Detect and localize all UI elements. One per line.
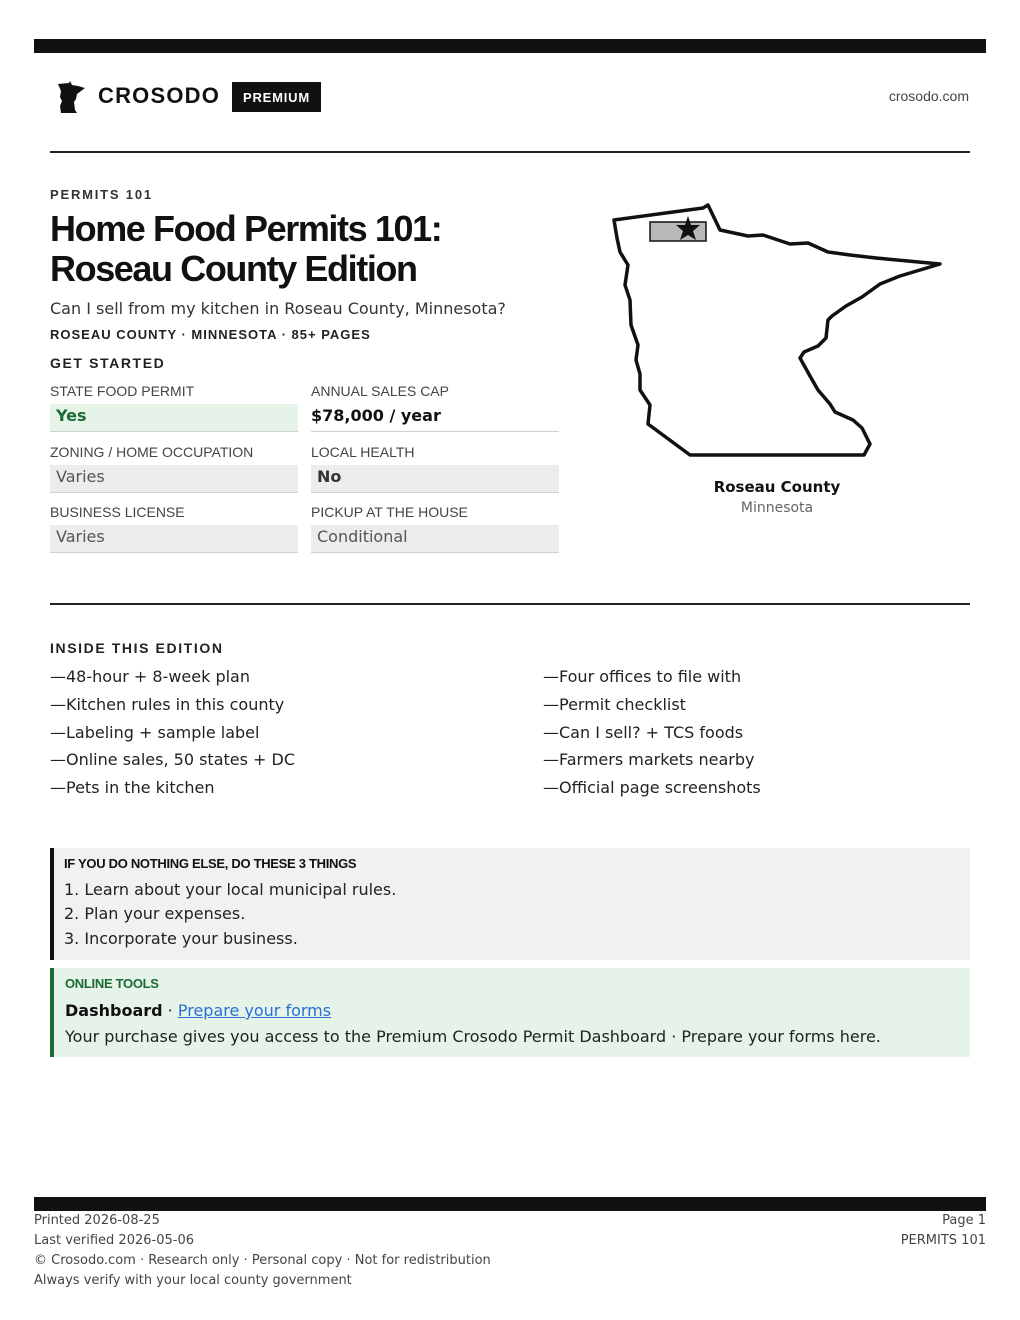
business-license-cell bbox=[50, 502, 298, 553]
state-map bbox=[605, 197, 950, 465]
inside-label: INSIDE THIS EDITION bbox=[50, 640, 224, 656]
list-item: 2. Plan your expenses. bbox=[64, 904, 246, 923]
cell-label: BUSINESS LICENSE bbox=[50, 504, 185, 520]
status-badge: No bbox=[311, 465, 559, 493]
map-state-name: Minnesota bbox=[740, 500, 814, 516]
site-url[interactable]: crosodo.com bbox=[888, 88, 969, 104]
local-health-cell bbox=[311, 442, 559, 493]
cell-label: ANNUAL SALES CAP bbox=[311, 383, 449, 399]
status-badge: Varies bbox=[50, 465, 298, 493]
page-subtitle: Can I sell from my kitchen in Roseau County, Minnesota? bbox=[50, 299, 506, 318]
three-things-callout bbox=[50, 848, 970, 960]
dashboard-title: Dashboard bbox=[65, 1001, 163, 1020]
cell-label: STATE FOOD PERMIT bbox=[50, 383, 195, 399]
list-item: —Labeling + sample label bbox=[50, 723, 260, 742]
page-number: Page 1 bbox=[942, 1213, 986, 1228]
edition-meta: ROSEAU COUNTY · MINNESOTA · 85+ PAGES bbox=[50, 327, 371, 342]
premium-badge: PREMIUM bbox=[232, 82, 321, 112]
pickup-cell bbox=[311, 502, 559, 553]
separator: · bbox=[162, 1001, 178, 1020]
list-item: —Farmers markets nearby bbox=[543, 750, 755, 769]
cell-label: ZONING / HOME OCCUPATION bbox=[50, 444, 254, 460]
minnesota-outline bbox=[614, 205, 940, 455]
verify-disclaimer: Always verify with your local county government bbox=[34, 1273, 352, 1288]
header-divider bbox=[50, 151, 970, 153]
top-rule-bar bbox=[34, 39, 986, 53]
footer-section: PERMITS 101 bbox=[900, 1233, 986, 1248]
tools-heading: ONLINE TOOLS bbox=[65, 976, 159, 991]
footer-rule-bar bbox=[34, 1197, 986, 1211]
section-kicker: PERMITS 101 bbox=[50, 187, 153, 202]
status-badge: Yes bbox=[50, 404, 298, 432]
section-divider bbox=[50, 603, 970, 605]
page-title: Home Food Permits 101: Roseau County Edition bbox=[50, 208, 442, 289]
annual-sales-cap-cell bbox=[311, 381, 559, 432]
status-badge: Varies bbox=[50, 525, 298, 553]
county-highlight bbox=[650, 222, 706, 241]
tools-description: Your purchase gives you access to the Premium Crosodo Permit Dashboard · Prepare your forms here. bbox=[65, 1027, 881, 1046]
online-tools-panel bbox=[50, 968, 970, 1057]
callout-heading: IF YOU DO NOTHING ELSE, DO THESE 3 THINGS bbox=[64, 856, 357, 871]
minnesota-state-silhouette-icon bbox=[55, 80, 87, 114]
verified-date: Last verified 2026-05-06 bbox=[34, 1233, 194, 1248]
sales-cap-value: $78,000 / year bbox=[311, 404, 559, 432]
list-item: —Can I sell? + TCS foods bbox=[543, 723, 744, 742]
status-badge: Conditional bbox=[311, 525, 559, 553]
list-item: —Online sales, 50 states + DC bbox=[50, 750, 296, 769]
prepare-forms-link[interactable]: Prepare your forms bbox=[177, 1001, 332, 1020]
cell-label: LOCAL HEALTH bbox=[311, 444, 415, 460]
printed-date: Printed 2026-08-25 bbox=[34, 1213, 160, 1228]
list-item: 1. Learn about your local municipal rules. bbox=[64, 880, 397, 899]
list-item: —Permit checklist bbox=[543, 695, 686, 714]
cell-label: PICKUP AT THE HOUSE bbox=[311, 504, 468, 520]
brand-name[interactable]: CROSODO bbox=[98, 83, 221, 108]
copyright-notice: © Crosodo.com · Research only · Personal copy · Not for redistribution bbox=[34, 1253, 491, 1268]
get-started-label: GET STARTED bbox=[50, 355, 166, 371]
list-item: —Pets in the kitchen bbox=[50, 778, 215, 797]
list-item: —48-hour + 8-week plan bbox=[50, 667, 250, 686]
list-item: —Kitchen rules in this county bbox=[50, 695, 285, 714]
list-item: —Official page screenshots bbox=[543, 778, 761, 797]
state-food-permit-cell bbox=[50, 381, 298, 432]
zoning-cell bbox=[50, 442, 298, 493]
tools-title-line bbox=[65, 1001, 331, 1020]
map-county-name: Roseau County bbox=[713, 478, 841, 496]
list-item: 3. Incorporate your business. bbox=[64, 929, 298, 948]
list-item: —Four offices to file with bbox=[543, 667, 742, 686]
